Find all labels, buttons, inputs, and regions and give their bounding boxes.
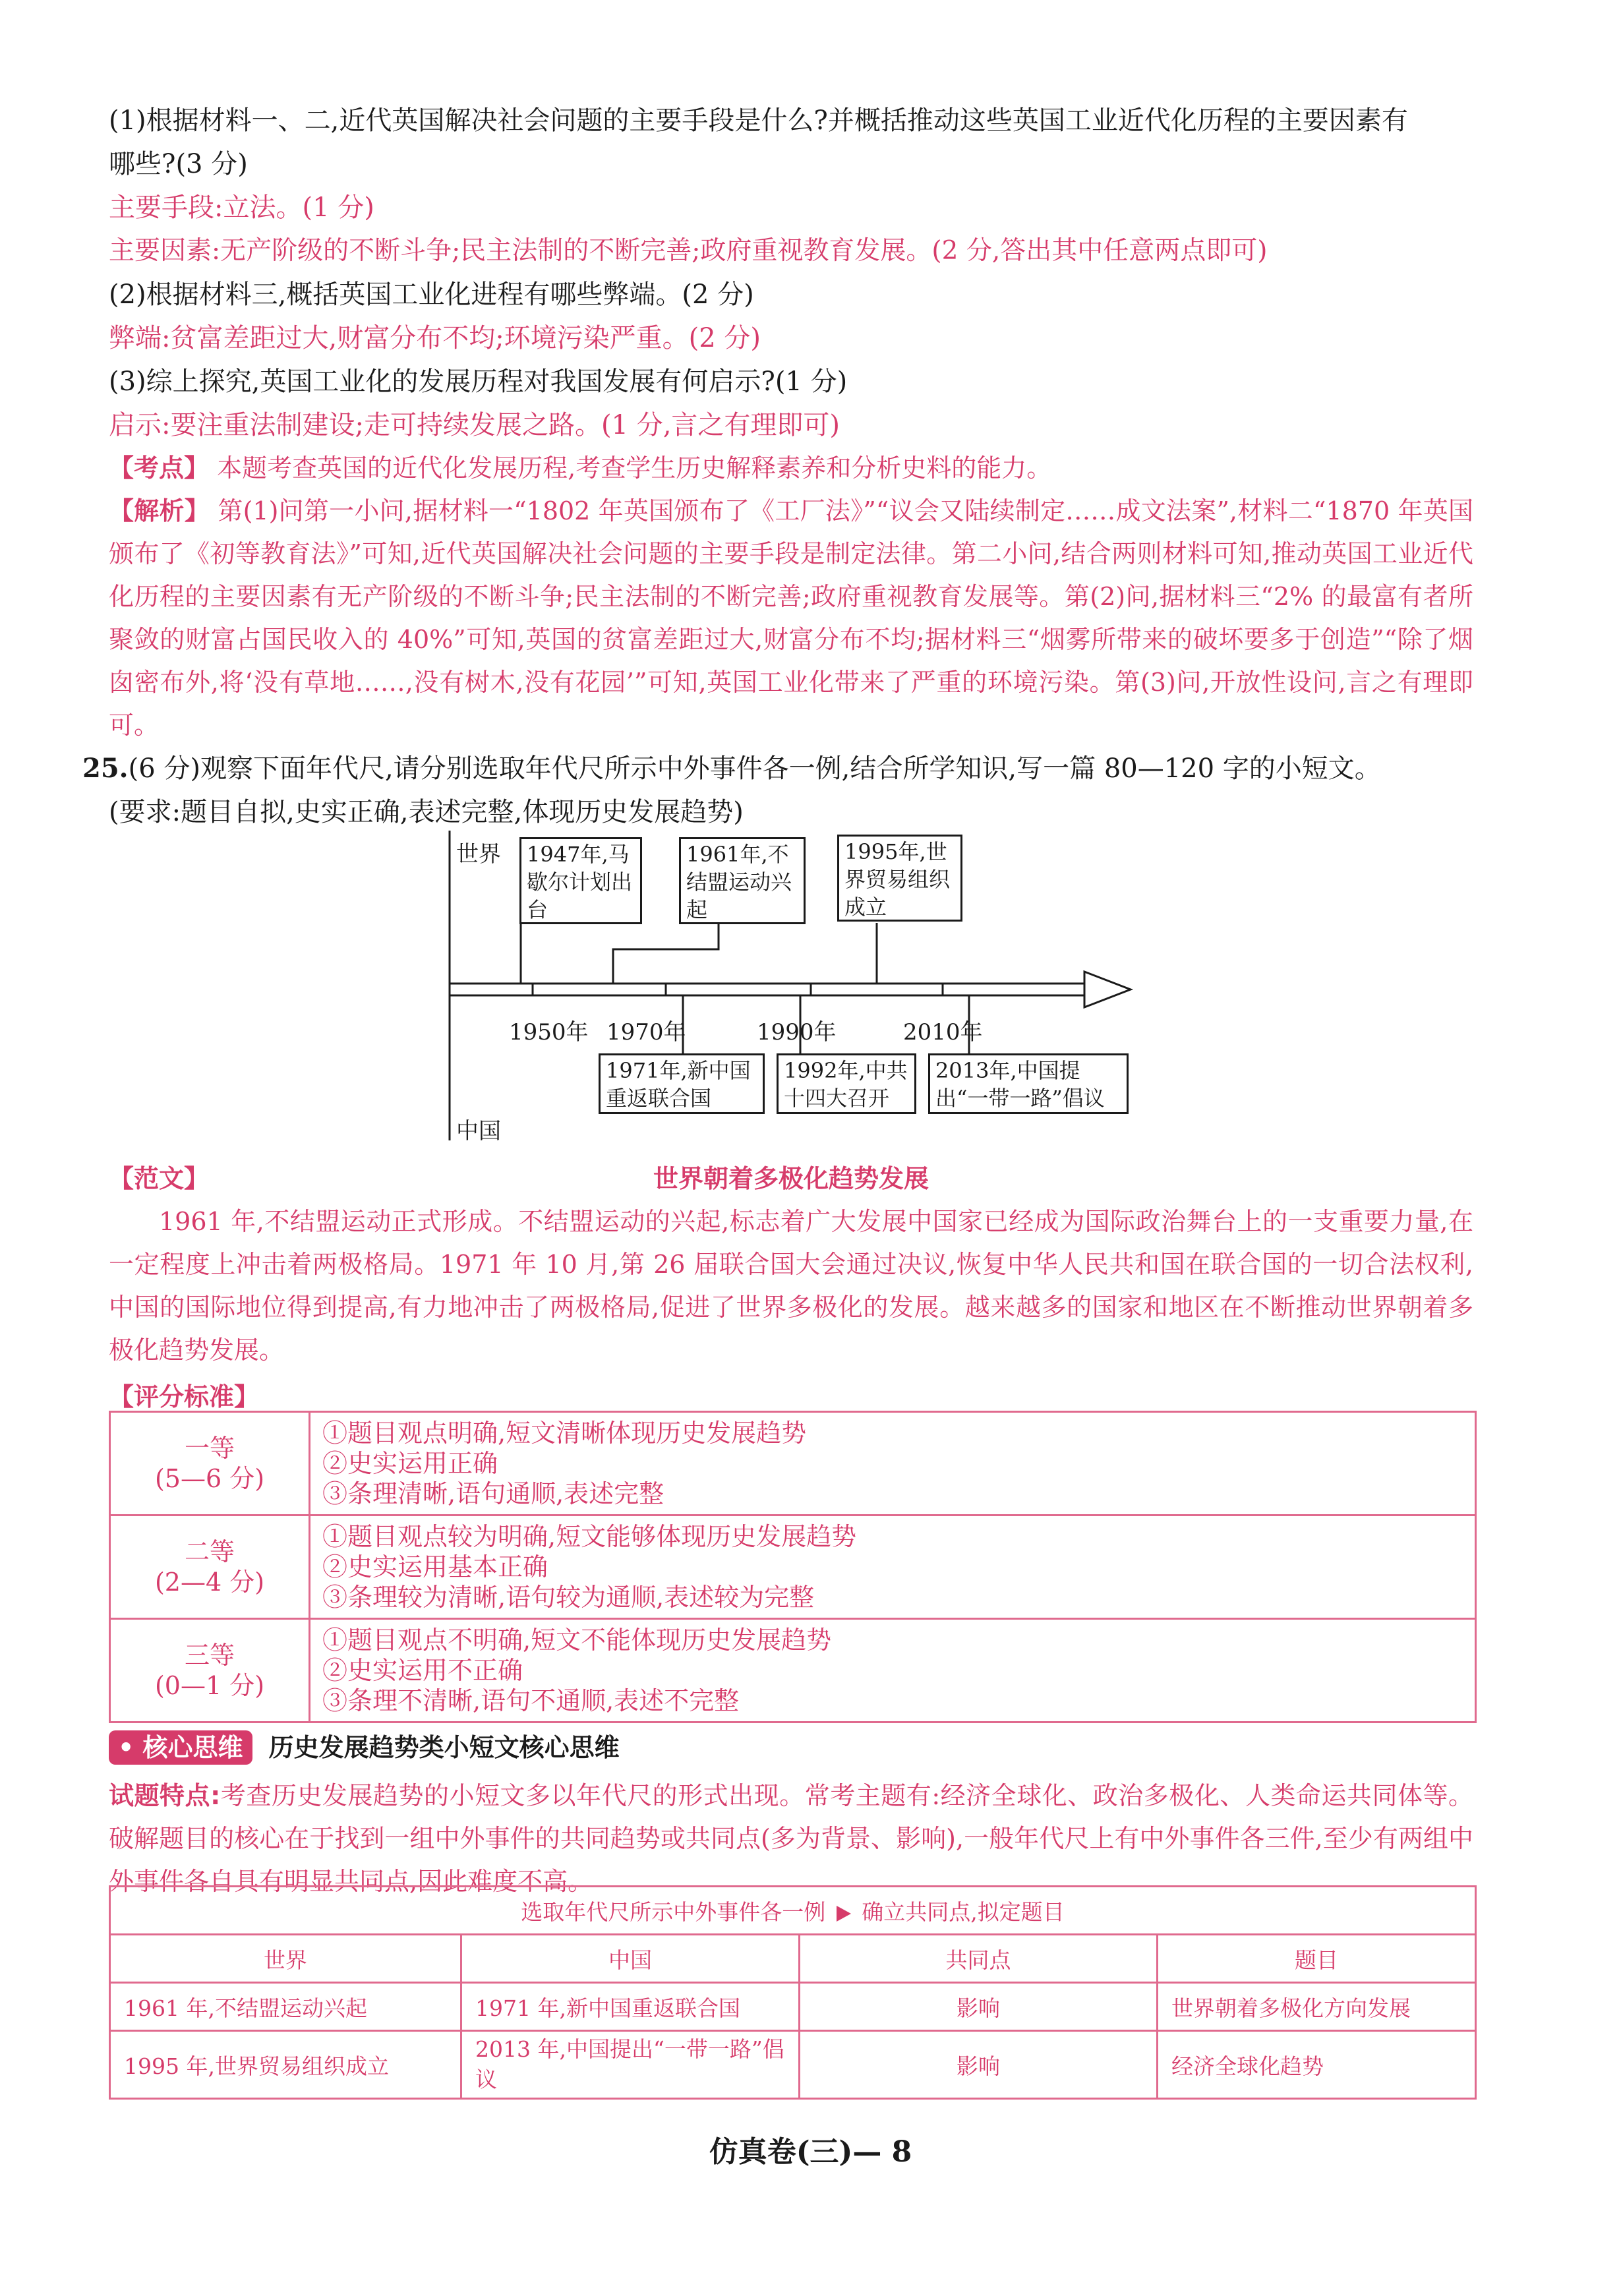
feature-text: 考查历史发展趋势的小短文多以年代尺的形式出现。常考主题有:经济全球化、政治多极化、人类命运共同体等。破解题目的核心在于找到一组中外事件的共同趋势或共同点(多为背景、影响),一般年代尺上有中外事件各三件,至少有两组中外事件各自具有明显共同点,因此难度不高。 [109, 1781, 1474, 1896]
connector-1961 [613, 923, 719, 984]
criterion-1: ①题目观点不明确,短文不能体现历史发展趋势 [322, 1626, 832, 1655]
year-1950: 1950年 [509, 1019, 589, 1045]
grade-level-cell [110, 1619, 310, 1722]
arrow-right-icon [837, 1906, 851, 1922]
criterion-2: ②史实运用正确 [322, 1449, 498, 1478]
page-footer: 仿真卷(三)— 8 [709, 2135, 912, 2169]
grading-row [110, 1619, 1476, 1722]
jiexi-text: 第(1)问第一小问,据材料一“1802 年英国颁布了《工厂法》”“议会又陆续制定……成文法案”,材料二“1870 年英国颁布了《初等教育法》”可知,近代英国解决社会问题的主要手段是制定法律。第二小问,结合两则材料可知,推动英国工业近代化历程的主要因素有无产阶级的不断斗争;民主法制的不断完善;政府重视教育发展等。第(2)问,据材料三“2% 的最富有者所聚敛的财富占国民收入的 40%”可知,英国的贫富差距过大,财富分布不均;据材料三“烟雾所带来的破坏要多于创造”“除了烟囱密布外,将‘没有草地……,没有树木,没有花园’”可知,英国工业化带来了严重的环境污染。第(3)问,开放性设问,言之有理即可。 [109, 496, 1473, 740]
model-essay [109, 1157, 1473, 1419]
fanwen-tag: 【范文】 [109, 1164, 210, 1193]
world-label: 世界 [456, 841, 501, 868]
table-row [110, 1983, 1476, 2031]
grade-level-cell [110, 1412, 310, 1516]
table-title-cell [110, 1887, 1476, 1935]
grade-level: 三等 [184, 1641, 235, 1670]
table-title-row [110, 1887, 1476, 1935]
china-event-1992: 1992年,中共十四大召开 [777, 1053, 916, 1114]
table-row [110, 2031, 1476, 2099]
kaodian [109, 447, 1473, 490]
grade-level: 一等 [184, 1434, 235, 1463]
world-event-1995: 1995年,世界贸易组织成立 [837, 835, 962, 922]
criterion-3: ③条理清晰,语句通顺,表述完整 [322, 1479, 664, 1508]
grade-criteria-cell [310, 1619, 1476, 1722]
cell-china: 2013 年,中国提出“一带一路”倡议 [461, 2031, 800, 2099]
table-title-b: 确立共同点,拟定题目 [862, 1899, 1065, 1925]
core-badge-text: 核心思维 [142, 1733, 243, 1762]
year-1970: 1970年 [606, 1019, 686, 1045]
core-thinking-section [109, 1726, 1473, 1903]
grade-score: (0—1 分) [154, 1671, 265, 1700]
core-thinking-table [109, 1885, 1477, 2100]
cell-common: 影响 [800, 1983, 1158, 2031]
grade-score: (2—4 分) [154, 1568, 265, 1597]
china-event-2013: 2013年,中国提出“一带一路”倡议 [928, 1053, 1129, 1114]
grading-tag: 【评分标准】 [109, 1382, 260, 1411]
cell-common: 影响 [800, 2031, 1158, 2099]
a1-factors: 主要因素:无产阶级的不断斗争;民主法制的不断完善;政府重视教育发展。(2 分,答出其中任意两点即可) [109, 236, 1268, 266]
cell-world: 1995 年,世界贸易组织成立 [110, 2031, 461, 2099]
q1-text: (1)根据材料一、二,近代英国解决社会问题的主要手段是什么?并概括推动这些英国工业近代化历程的主要因素有 [109, 105, 1408, 136]
a3-text: 启示:要注重法制建设;走可持续发展之路。(1 分,言之有理即可) [109, 410, 840, 440]
q1-text-cont: 哪些?(3 分) [109, 149, 248, 179]
cell-title: 世界朝着多极化方向发展 [1158, 1983, 1476, 2031]
header-title: 题目 [1158, 1935, 1476, 1983]
china-label: 中国 [456, 1118, 501, 1144]
criterion-1: ①题目观点明确,短文清晰体现历史发展趋势 [322, 1419, 807, 1448]
q25-stem [82, 747, 1473, 790]
core-badge: • 核心思维 [109, 1730, 252, 1765]
q25-stem-text: (6 分)观察下面年代尺,请分别选取年代尺所示中外事件各一例,结合所学知识,写一篇 80—120 字的小短文。 [128, 753, 1381, 784]
question-24-answers [82, 99, 1473, 834]
grade-criteria-cell [310, 1516, 1476, 1619]
criterion-3: ③条理不清晰,语句不通顺,表述不完整 [322, 1686, 740, 1715]
criterion-2: ②史实运用基本正确 [322, 1552, 548, 1581]
q3-text: (3)综上探究,英国工业化的发展历程对我国发展有何启示?(1 分) [109, 367, 848, 397]
timeline-chart [442, 831, 1140, 1147]
a2-text: 弊端:贫富差距过大,财富分布不均;环境污染严重。(2 分) [109, 323, 761, 353]
q25-requirement: (要求:题目自拟,史实正确,表述完整,体现历史发展趋势) [109, 797, 744, 827]
core-feature [109, 1775, 1473, 1903]
a1-method: 主要手段:立法。(1 分) [109, 192, 374, 223]
header-common: 共同点 [800, 1935, 1158, 1983]
core-title: 历史发展趋势类小短文核心思维 [268, 1733, 620, 1762]
grade-level-cell [110, 1516, 310, 1619]
feature-label: 试题特点: [109, 1781, 221, 1810]
q2-text: (2)根据材料三,概括英国工业化进程有哪些弊端。(2 分) [109, 280, 754, 310]
grading-row [110, 1412, 1476, 1516]
year-1990: 1990年 [757, 1019, 837, 1045]
header-china: 中国 [461, 1935, 800, 1983]
china-event-1971: 1971年,新中国重返联合国 [599, 1053, 765, 1114]
grade-score: (5—6 分) [154, 1464, 265, 1493]
timeline-arrow-icon [1084, 972, 1131, 1007]
jiexi-tag: 【解析】 [109, 496, 210, 525]
cell-title: 经济全球化趋势 [1158, 2031, 1476, 2099]
cell-world: 1961 年,不结盟运动兴起 [110, 1983, 461, 2031]
criterion-3: ③条理较为清晰,语句较为通顺,表述较为完整 [322, 1583, 815, 1612]
fanwen-body: 1961 年,不结盟运动正式形成。不结盟运动的兴起,标志着广大发展中国家已经成为国际政治舞台上的一支重要力量,在一定程度上冲击着两极格局。1971 年 10 月,第 26 届联合国大会通过决议,恢复中华人民共和国在联合国的一切合法权利,中国的国际地位得到提高,有力地冲击了两极格局,促进了世界多极化的发展。越来越多的国家和地区在不断推动世界朝着多极化趋势发展。 [109, 1207, 1473, 1365]
criterion-2: ②史实运用不正确 [322, 1656, 523, 1685]
grade-level: 二等 [184, 1537, 235, 1566]
jiexi [109, 490, 1473, 747]
kaodian-text: 本题考查英国的近代化发展历程,考查学生历史解释素养和分析史料的能力。 [217, 454, 1052, 483]
table-header-row [110, 1935, 1476, 1983]
fanwen-title: 世界朝着多极化趋势发展 [653, 1164, 929, 1193]
year-2010: 2010年 [903, 1019, 983, 1045]
world-event-1961: 1961年,不结盟运动兴起 [679, 837, 806, 924]
world-event-1947: 1947年,马歇尔计划出台 [519, 837, 642, 924]
criterion-1: ①题目观点较为明确,短文能够体现历史发展趋势 [322, 1522, 857, 1551]
grade-criteria-cell [310, 1412, 1476, 1516]
q25-number: 25. [82, 753, 129, 784]
kaodian-tag: 【考点】 [109, 454, 210, 483]
grading-table [109, 1411, 1477, 1723]
table-title-a: 选取年代尺所示中外事件各一例 [521, 1899, 826, 1925]
header-world: 世界 [110, 1935, 461, 1983]
grading-row [110, 1516, 1476, 1619]
cell-china: 1971 年,新中国重返联合国 [461, 1983, 800, 2031]
